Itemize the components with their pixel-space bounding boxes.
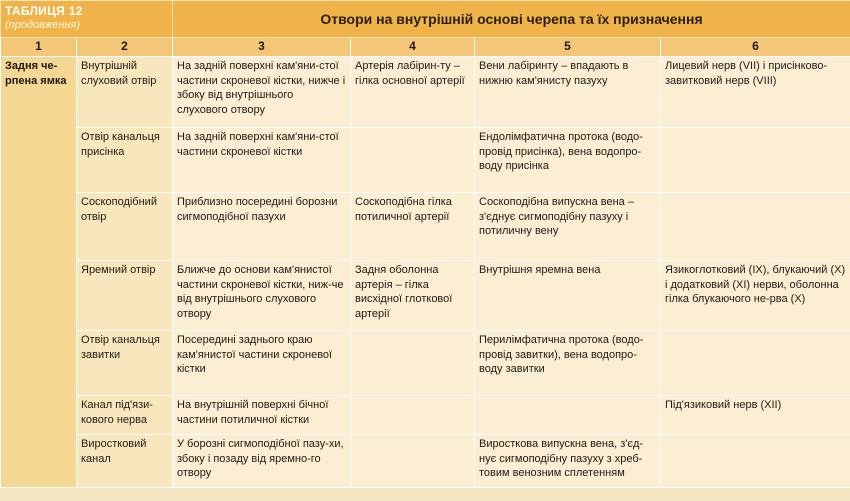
veins-cell xyxy=(475,396,661,435)
table-row xyxy=(1,128,850,193)
location-cell: Приблизно посередині борозни сигмоподібної пазухи xyxy=(173,193,351,261)
opening-cell: Канал під'язи-кового нерва xyxy=(77,396,173,435)
veins-cell: Соскоподібна випускна вена – з'єднує сигмоподібну пазуху і потиличну вену xyxy=(475,193,661,261)
nerves-cell: Лицевий нерв (VII) і присінково-завитковий нерв (VIII) xyxy=(661,57,850,128)
location-cell: На задній поверхні кам'яни-стої частини скроневої кістки, нижче і збоку від внутрішнього слухового отвору xyxy=(173,57,351,128)
nerves-cell xyxy=(661,193,850,261)
opening-cell: Внутрішній слуховий отвір xyxy=(77,57,173,128)
table-tag xyxy=(1,1,173,38)
veins-cell: Ендолімфатична протока (водо-провід присінка), вена водопро-воду присінка xyxy=(475,128,661,193)
table-continuation: (продовження) xyxy=(5,18,80,31)
region-cell: Задня че-рпена ямка xyxy=(1,57,77,488)
location-cell: Посередині заднього краю кам'янистої частини скроневої кістки xyxy=(173,331,351,396)
nerves-cell xyxy=(661,331,850,396)
nerves-cell: Язикоглотковий (IX), блукаючий (X) і додатковий (XI) нерви, оболонна гілка блукаючого не-рва (X) xyxy=(661,261,850,331)
arteries-cell: Артерія лабірин-ту – гілка основної артерії xyxy=(351,57,475,128)
arteries-cell xyxy=(351,396,475,435)
table-row xyxy=(1,193,850,261)
opening-cell: Отвір канальця присінка xyxy=(77,128,173,193)
column-header: 6 xyxy=(661,38,850,57)
arteries-cell xyxy=(351,128,475,193)
opening-cell: Яремний отвір xyxy=(77,261,173,331)
veins-cell: Перилімфатична протока (водо-провід завитки), вена водопро-воду завитки xyxy=(475,331,661,396)
nerves-cell: Під'язиковий нерв (XII) xyxy=(661,396,850,435)
column-header: 3 xyxy=(173,38,351,57)
table-row xyxy=(1,57,850,128)
opening-cell: Виростковий канал xyxy=(77,435,173,488)
location-cell: Ближче до основи кам'янистої частини скроневої кістки, ниж-че від внутрішнього слухового отвору xyxy=(173,261,351,331)
table-row xyxy=(1,331,850,396)
column-header: 4 xyxy=(351,38,475,57)
location-cell: На внутрішній поверхні бічної частини потиличної кістки xyxy=(173,396,351,435)
arteries-cell xyxy=(351,331,475,396)
header-row xyxy=(1,38,850,57)
location-cell: У борозні сигмоподібної пазу-хи, збоку і позаду від яремно-го отвору xyxy=(173,435,351,488)
arteries-cell: Соскоподібна гілка потиличної артерії xyxy=(351,193,475,261)
arteries-cell xyxy=(351,435,475,488)
table-row xyxy=(1,396,850,435)
opening-cell: Соскоподібний отвір xyxy=(77,193,173,261)
table-row xyxy=(1,261,850,331)
veins-cell: Виросткова випускна вена, з'єд-нує сигмоподібну пазуху з хреб-товим венозним сплетенням xyxy=(475,435,661,488)
column-header: 2 xyxy=(77,38,173,57)
veins-cell: Внутрішня яремна вена xyxy=(475,261,661,331)
nerves-cell xyxy=(661,435,850,488)
nerves-cell xyxy=(661,128,850,193)
column-header: 5 xyxy=(475,38,661,57)
table-row xyxy=(1,435,850,488)
table-title: Отвори на внутрішній основі черепа та їх призначення xyxy=(173,1,850,38)
arteries-cell: Задня оболонна артерія – гілка висхідної глоткової артерії xyxy=(351,261,475,331)
table-number: ТАБЛИЦЯ 12 xyxy=(5,4,83,18)
location-cell: На задній поверхні кам'яни-стої частини скроневої кістки xyxy=(173,128,351,193)
title-row xyxy=(1,1,850,38)
veins-cell: Вени лабіринту – впадають в нижню кам'янисту пазуху xyxy=(475,57,661,128)
opening-cell: Отвір канальця завитки xyxy=(77,331,173,396)
column-header: 1 xyxy=(1,38,77,57)
